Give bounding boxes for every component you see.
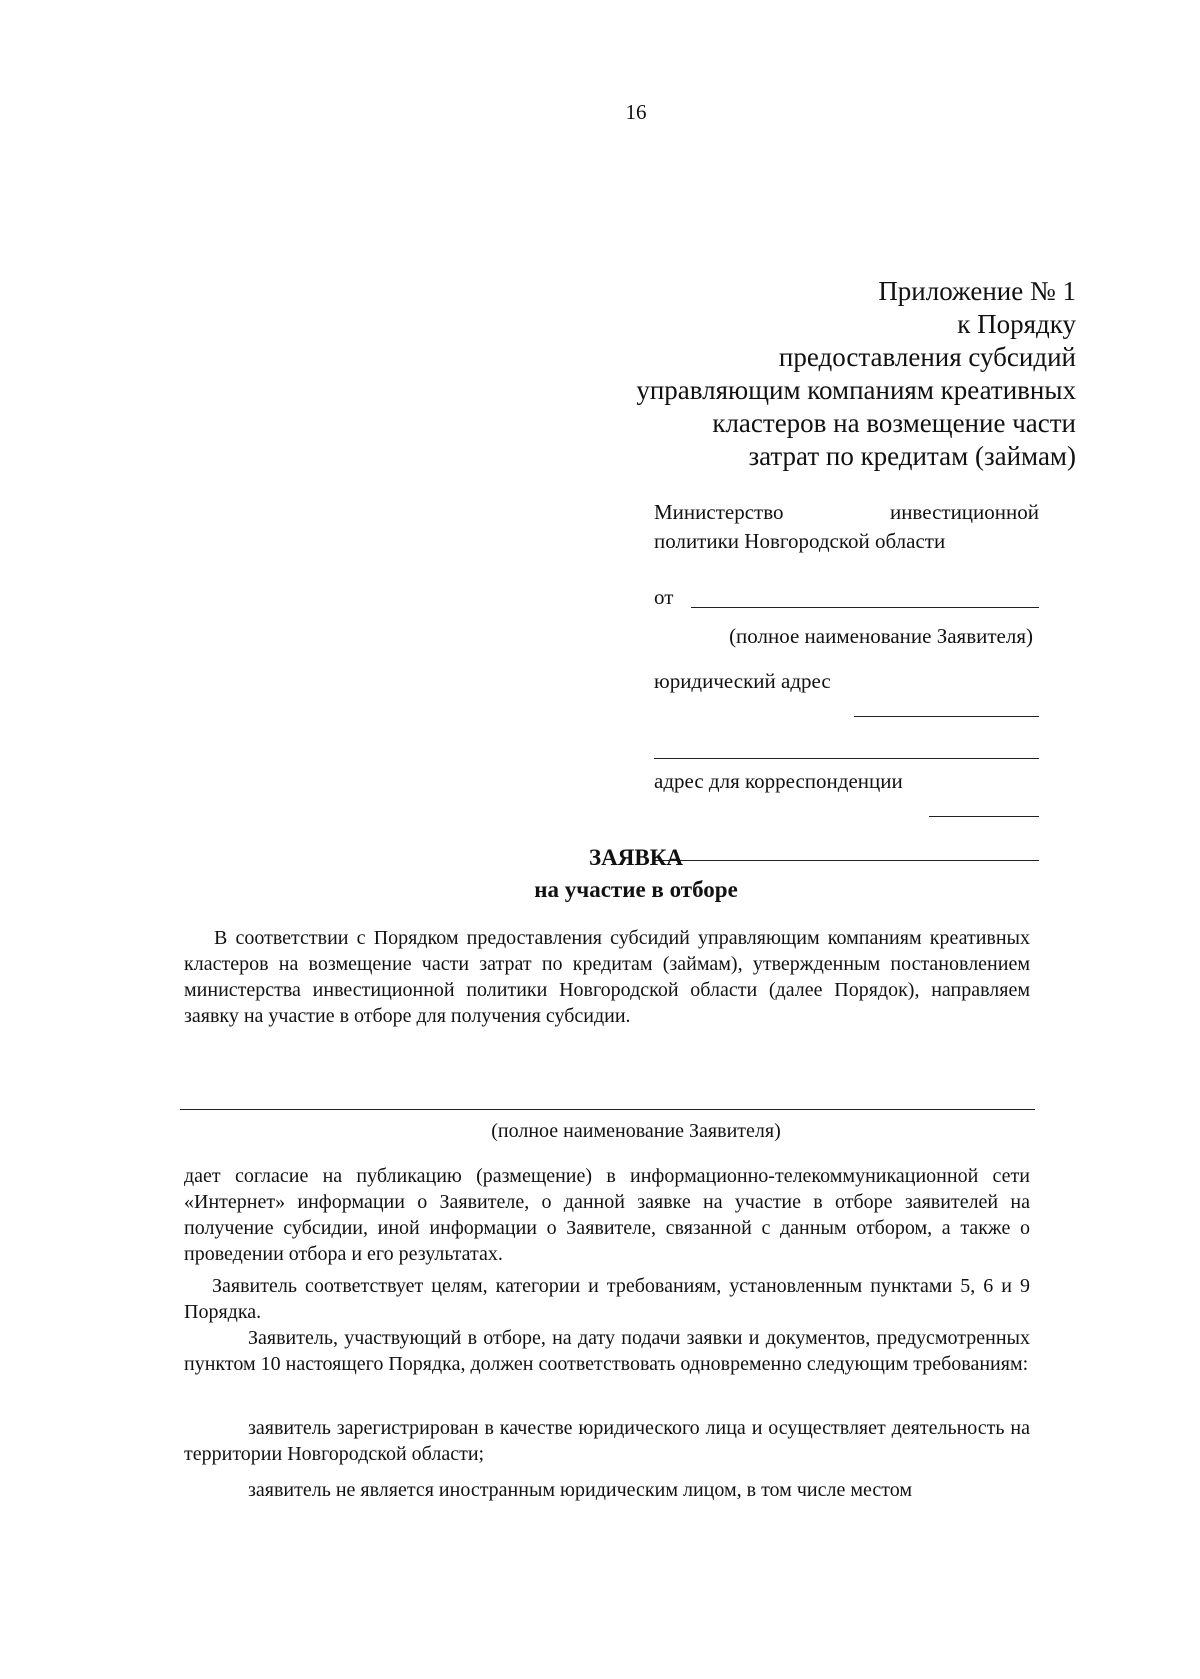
from-field bbox=[654, 572, 1039, 612]
from-label: от bbox=[654, 585, 674, 609]
correspondence-address-field bbox=[654, 767, 1039, 817]
ministry-line bbox=[654, 498, 1039, 527]
paragraph-requirement-1: заявитель зарегистрирован в качестве юридического лица и осуществляет деятельность на территории Новгородской области; bbox=[184, 1417, 1030, 1465]
ministry-word: Министерство bbox=[654, 500, 784, 524]
legal-address-field bbox=[654, 667, 1039, 717]
paragraph-compliance: Заявитель соответствует целям, категории и требованиям, установленным пунктами 5, 6 и 9 Порядка. bbox=[184, 1275, 1030, 1323]
paragraph-requirement-2: заявитель не является иностранным юридическим лицом, в том числе местом bbox=[248, 1479, 912, 1501]
legal-address-label: юридический адрес bbox=[654, 669, 831, 693]
from-fill-line bbox=[691, 606, 1039, 608]
paragraph-requirements: Заявитель, участвующий в отборе, на дату подачи заявки и документов, предусмотренных пунктом 10 настоящего Порядка, должен соответствовать одновременно следующим требованиям: bbox=[184, 1327, 1030, 1375]
ministry-line-2: политики Новгородской области bbox=[654, 529, 946, 553]
ministry-word: инвестиционной bbox=[889, 500, 1039, 524]
appendix-line: предоставления субсидий bbox=[778, 342, 1076, 372]
appendix-line: к Порядку bbox=[957, 309, 1076, 339]
appendix-line: Приложение № 1 bbox=[878, 276, 1076, 306]
legal-address-fill-line bbox=[854, 715, 1039, 717]
page-number: 16 bbox=[625, 100, 647, 124]
applicant-name-fill-line bbox=[180, 1108, 1035, 1110]
appendix-header bbox=[556, 275, 1076, 473]
from-hint: (полное наименование Заявителя) bbox=[729, 624, 1033, 648]
title-line-1: ЗАЯВКА bbox=[589, 845, 683, 870]
document-title bbox=[0, 842, 1200, 906]
title-line-2: на участие в отборе bbox=[534, 877, 738, 902]
addressee-block bbox=[654, 498, 1039, 861]
appendix-line: затрат по кредитам (займам) bbox=[748, 441, 1076, 471]
appendix-line: управляющим компаниям креативных bbox=[636, 375, 1076, 405]
appendix-line: кластеров на возмещение части bbox=[712, 408, 1076, 438]
correspondence-address-fill-line bbox=[929, 815, 1039, 817]
correspondence-address-label: адрес для корреспонденции bbox=[654, 769, 903, 793]
applicant-name-hint: (полное наименование Заявителя) bbox=[491, 1120, 781, 1142]
paragraph-intro: В соответствии с Порядком предоставления субсидий управляющим компаниям креативных кластеров на возмещение части затрат по кредитам (займам), утвержденным постановлением министерства инвестиционной политики Новгородской области (далее Порядок), направляем заявку на участие в отборе для получения субсидии. bbox=[184, 927, 1030, 1027]
paragraph-consent: дает согласие на публикацию (размещение) в информационно-телекоммуникационной сети «Интернет» информации о Заявителе, о данной заявке на участие в отборе заявителей на получение субсидии, иной информации о Заявителе, связанной с данным отбором, а также о проведении отбора и его результатах. bbox=[184, 1165, 1030, 1265]
legal-address-fill-line-2 bbox=[654, 757, 1039, 759]
